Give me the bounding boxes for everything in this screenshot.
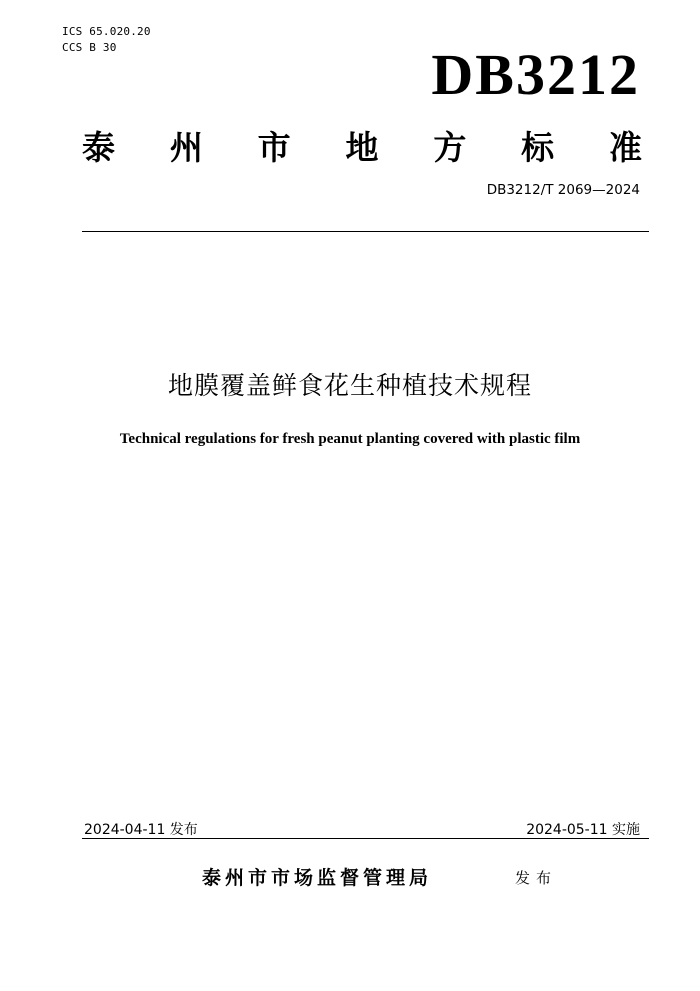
ccs-code: CCS B 30 [62, 41, 117, 54]
classification-block [62, 24, 151, 56]
standard-type-char: 州 [169, 128, 203, 167]
top-divider [82, 231, 649, 232]
standard-number: DB3212/T 2069—2024 [486, 182, 640, 198]
bottom-divider [82, 838, 649, 839]
publisher-name: 泰州市市场监督管理局 [202, 867, 433, 889]
document-title-english: Technical regulations for fresh peanut planting covered with plastic film [119, 431, 581, 447]
implementation-date: 2024-05-11 实施 [526, 822, 640, 838]
issue-date: 2024-04-11 发布 [84, 822, 198, 838]
standard-type-char: 市 [257, 128, 291, 167]
standard-type-char: 泰 [82, 128, 115, 167]
db-code-logo: DB3212 [431, 42, 640, 107]
standard-type-char: 准 [608, 128, 642, 167]
publish-label: 发布 [515, 869, 558, 887]
standard-type-title [82, 126, 642, 170]
standard-type-char: 标 [521, 128, 555, 167]
ics-code: ICS 65.020.20 [62, 25, 151, 38]
standard-type-char: 地 [345, 128, 379, 167]
standard-type-char: 方 [433, 128, 467, 167]
document-title-chinese: 地膜覆盖鲜食花生种植技术规程 [167, 371, 532, 400]
